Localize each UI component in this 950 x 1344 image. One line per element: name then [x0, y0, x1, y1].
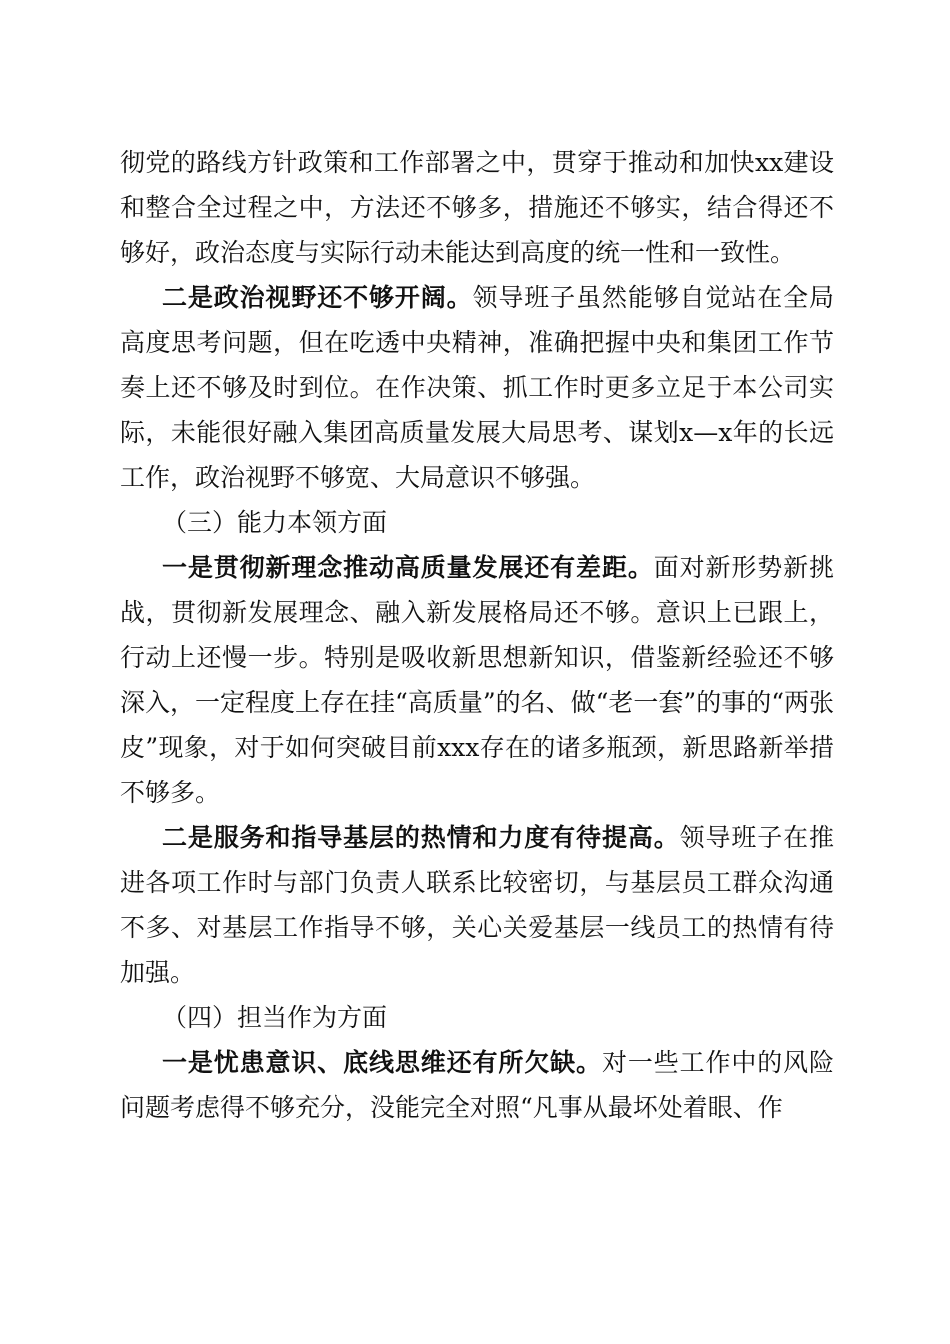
document-body [120, 140, 834, 1130]
paragraph-text: 领导班子虽然能够自觉站在全局高度思考问题，但在吃透中央精神，准确把握中央和集团工作节奏上还不够及时到位。在作决策、抓工作时更多立足于本公司实际，未能很好融入集团高质量发展大局思考、谋划x—x年的长远工作，政治视野不够宽、大局意识不够强。 [120, 283, 834, 492]
paragraph-new-concepts [120, 545, 834, 815]
paragraph-continuation [120, 140, 834, 275]
paragraph-text: 面对新形势新挑战，贯彻新发展理念、融入新发展格局还不够。意识上已跟上，行动上还慢一步。特别是吸收新思想新知识，借鉴新经验还不够深入，一定程度上存在挂“高质量”的名、做“老一套”的事的“两张皮”现象，对于如何突破目前xxx存在的诸多瓶颈，新思路新举措不够多。 [120, 553, 834, 807]
paragraph-grassroots-service [120, 815, 834, 995]
paragraph-lead: 一是忧患意识、底线思维还有所欠缺。 [162, 1048, 602, 1077]
paragraph-risk-awareness [120, 1040, 834, 1130]
paragraph-text: 彻党的路线方针政策和工作部署之中，贯穿于推动和加快xx建设和整合全过程之中，方法还不够多，措施还不够实，结合得还不够好，政治态度与实际行动未能达到高度的统一性和一致性。 [120, 148, 834, 267]
paragraph-lead: 二是政治视野还不够开阔。 [162, 283, 473, 312]
paragraph-lead: 一是贯彻新理念推动高质量发展还有差距。 [162, 553, 654, 582]
paragraph-lead: 二是服务和指导基层的热情和力度有待提高。 [162, 823, 680, 852]
section-heading-text: （三）能力本领方面 [162, 508, 388, 537]
section-heading-responsibility [120, 995, 834, 1040]
section-heading-ability [120, 500, 834, 545]
paragraph-text: 领导班子在推进各项工作时与部门负责人联系比较密切，与基层员工群众沟通不多、对基层工作指导不够，关心关爱基层一线员工的热情有待加强。 [120, 823, 834, 987]
paragraph-political-vision [120, 275, 834, 500]
section-heading-text: （四）担当作为方面 [162, 1003, 388, 1032]
paragraph-text: 对一些工作中的风险问题考虑得不够充分，没能完全对照“凡事从最坏处着眼、作 [120, 1048, 834, 1122]
